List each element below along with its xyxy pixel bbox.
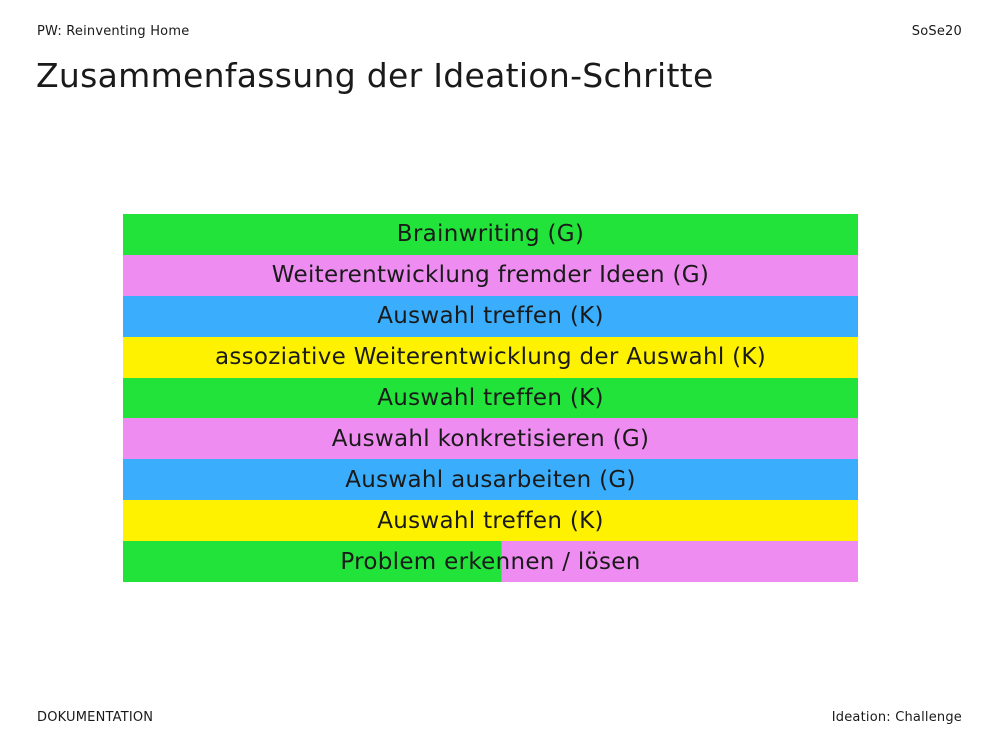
semester-label: SoSe20 — [911, 24, 962, 39]
step-select-3 — [123, 500, 858, 541]
step-label: Problem erkennen / lösen — [340, 548, 641, 575]
step-select-1 — [123, 296, 858, 337]
step-label: Brainwriting (G) — [396, 221, 585, 248]
section-label: DOKUMENTATION — [37, 710, 154, 725]
step-label: Weiterentwicklung fremder Ideen (G) — [271, 262, 710, 289]
step-select-2 — [123, 378, 858, 419]
step-label: assoziative Weiterentwicklung der Auswahl (K) — [214, 344, 767, 371]
step-elaborate — [123, 459, 858, 500]
step-problem — [123, 541, 858, 582]
step-associative-development — [123, 337, 858, 378]
topic-label: Ideation: Challenge — [831, 710, 962, 725]
course-name: PW: Reinventing Home — [37, 24, 190, 39]
step-label: Auswahl ausarbeiten (G) — [345, 466, 636, 493]
step-further-development — [123, 255, 858, 296]
step-label: Auswahl treffen (K) — [377, 507, 604, 534]
step-label: Auswahl treffen (K) — [377, 303, 604, 330]
step-brainwriting — [123, 214, 858, 255]
page-title: Zusammenfassung der Ideation-Schritte — [36, 56, 714, 95]
step-concretize — [123, 418, 858, 459]
step-label: Auswahl konkretisieren (G) — [331, 425, 650, 452]
ideation-steps-list — [123, 214, 858, 582]
step-label: Auswahl treffen (K) — [377, 385, 604, 411]
